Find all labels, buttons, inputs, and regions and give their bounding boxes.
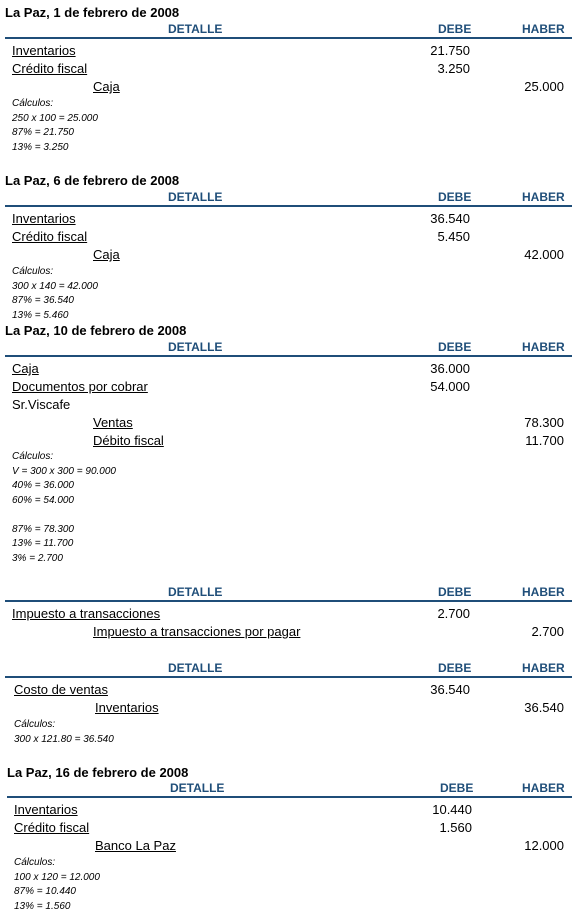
header-haber: HABER: [522, 661, 565, 675]
header-haber: HABER: [522, 340, 565, 354]
calc-line: 13% = 11.700: [12, 538, 74, 549]
account-name: Inventarios: [12, 43, 76, 58]
header-detalle: DETALLE: [168, 661, 223, 675]
header-detalle: DETALLE: [168, 340, 223, 354]
calc-line: Cálculos:: [14, 719, 56, 730]
account-name: Crédito fiscal: [12, 61, 88, 76]
header-debe: DEBE: [440, 781, 474, 795]
journal-row: [0, 415, 578, 433]
calc-line: Cálculos:: [12, 266, 54, 277]
debe-amount: 36.540: [430, 682, 470, 697]
header-debe: DEBE: [438, 340, 472, 354]
calculation-notes: [12, 265, 98, 323]
calc-line: 87% = 78.300: [12, 523, 74, 535]
calc-line: 13% = 5.460: [12, 309, 69, 321]
account-name: Crédito fiscal: [14, 820, 90, 835]
header-debe: DEBE: [438, 585, 472, 599]
account-name: Impuesto a transacciones por pagar: [93, 624, 301, 639]
entry-date: La Paz, 16 de febrero de 2008: [7, 765, 189, 780]
debe-amount: 1.560: [439, 820, 472, 835]
account-name: Inventarios: [14, 802, 78, 817]
calculation-notes: [12, 450, 116, 566]
journal-row: [0, 229, 578, 247]
entry-date: La Paz, 1 de febrero de 2008: [5, 5, 180, 20]
header-haber: HABER: [522, 22, 565, 36]
account-name: Caja: [12, 361, 39, 376]
header-detalle: DETALLE: [170, 781, 225, 795]
calc-line: 300 x 140 = 42.000: [12, 280, 98, 292]
haber-amount: 78.300: [524, 415, 564, 430]
haber-amount: 25.000: [524, 79, 564, 94]
journal-header: [5, 662, 572, 678]
journal-row: [0, 61, 578, 79]
journal-header: [5, 191, 572, 207]
calc-line: 40% = 36.000: [12, 480, 74, 491]
calc-line: 13% = 1.560: [14, 900, 71, 912]
account-name: Crédito fiscal: [12, 229, 88, 244]
calc-line: V = 300 x 300 = 90.000: [12, 465, 116, 477]
header-haber: HABER: [522, 585, 565, 599]
calc-line: Cálculos:: [12, 451, 54, 462]
journal-header: [7, 782, 572, 798]
debe-amount: 2.700: [437, 606, 470, 621]
header-detalle: DETALLE: [168, 22, 223, 36]
account-name: Banco La Paz: [95, 838, 176, 853]
journal-row: [0, 624, 578, 642]
calc-line: Cálculos:: [12, 98, 54, 109]
journal-row: [0, 700, 578, 718]
account-name: Impuesto a transacciones: [12, 606, 161, 621]
haber-amount: 2.700: [531, 624, 564, 639]
debe-amount: 3.250: [437, 61, 470, 76]
header-detalle: DETALLE: [168, 190, 223, 204]
journal-row: [0, 433, 578, 451]
calc-line: 60% = 54.000: [12, 494, 74, 506]
journal-row: [0, 79, 578, 97]
journal-row: [0, 397, 578, 415]
haber-amount: 12.000: [524, 838, 564, 853]
header-debe: DEBE: [438, 22, 472, 36]
calculation-notes: [14, 856, 100, 914]
journal-header: [5, 586, 572, 602]
header-debe: DEBE: [438, 190, 472, 204]
calculation-notes: [12, 97, 98, 155]
customer-name: Sr.Viscafe: [12, 397, 71, 412]
journal-row: [0, 606, 578, 624]
calc-line: [12, 508, 116, 523]
account-name: Caja: [93, 79, 120, 94]
entry-date: La Paz, 6 de febrero de 2008: [5, 173, 180, 188]
debe-amount: 21.750: [430, 43, 470, 58]
calc-line: 87% = 21.750: [12, 127, 74, 138]
journal-row: [0, 211, 578, 229]
journal-row: [0, 43, 578, 61]
account-name: Inventarios: [12, 211, 76, 226]
account-name: Ventas: [93, 415, 133, 430]
haber-amount: 11.700: [525, 433, 564, 448]
entry-date: La Paz, 10 de febrero de 2008: [5, 323, 187, 338]
account-name: Documentos por cobrar: [12, 379, 148, 394]
header-haber: HABER: [522, 190, 565, 204]
account-name: Costo de ventas: [14, 682, 108, 697]
debe-amount: 10.440: [432, 802, 472, 817]
header-haber: HABER: [522, 781, 565, 795]
calc-line: 100 x 120 = 12.000: [14, 871, 100, 883]
header-detalle: DETALLE: [168, 585, 223, 599]
calc-line: Cálculos:: [14, 857, 56, 868]
debe-amount: 36.000: [430, 361, 470, 376]
header-debe: DEBE: [438, 661, 472, 675]
debe-amount: 5.450: [437, 229, 470, 244]
journal-row: [0, 361, 578, 379]
account-name: Inventarios: [95, 700, 159, 715]
account-name: Débito fiscal: [93, 433, 164, 448]
calc-line: 250 x 100 = 25.000: [12, 112, 98, 124]
calculation-notes: [14, 718, 114, 747]
haber-amount: 42.000: [524, 247, 564, 262]
journal-row: [0, 682, 578, 700]
debe-amount: 36.540: [430, 211, 470, 226]
debe-amount: 54.000: [430, 379, 470, 394]
calc-line: 300 x 121.80 = 36.540: [14, 733, 114, 745]
journal-row: [0, 802, 578, 820]
calc-line: 87% = 36.540: [12, 295, 74, 306]
calc-line: 13% = 3.250: [12, 141, 69, 153]
journal-row: [0, 820, 578, 838]
calc-line: 3% = 2.700: [12, 552, 63, 564]
calc-line: 87% = 10.440: [14, 886, 76, 897]
account-name: Caja: [93, 247, 120, 262]
journal-row: [0, 247, 578, 265]
haber-amount: 36.540: [524, 700, 564, 715]
journal-row: [0, 838, 578, 856]
journal-header: [5, 23, 572, 39]
journal-header: [5, 341, 572, 357]
journal-row: [0, 379, 578, 397]
